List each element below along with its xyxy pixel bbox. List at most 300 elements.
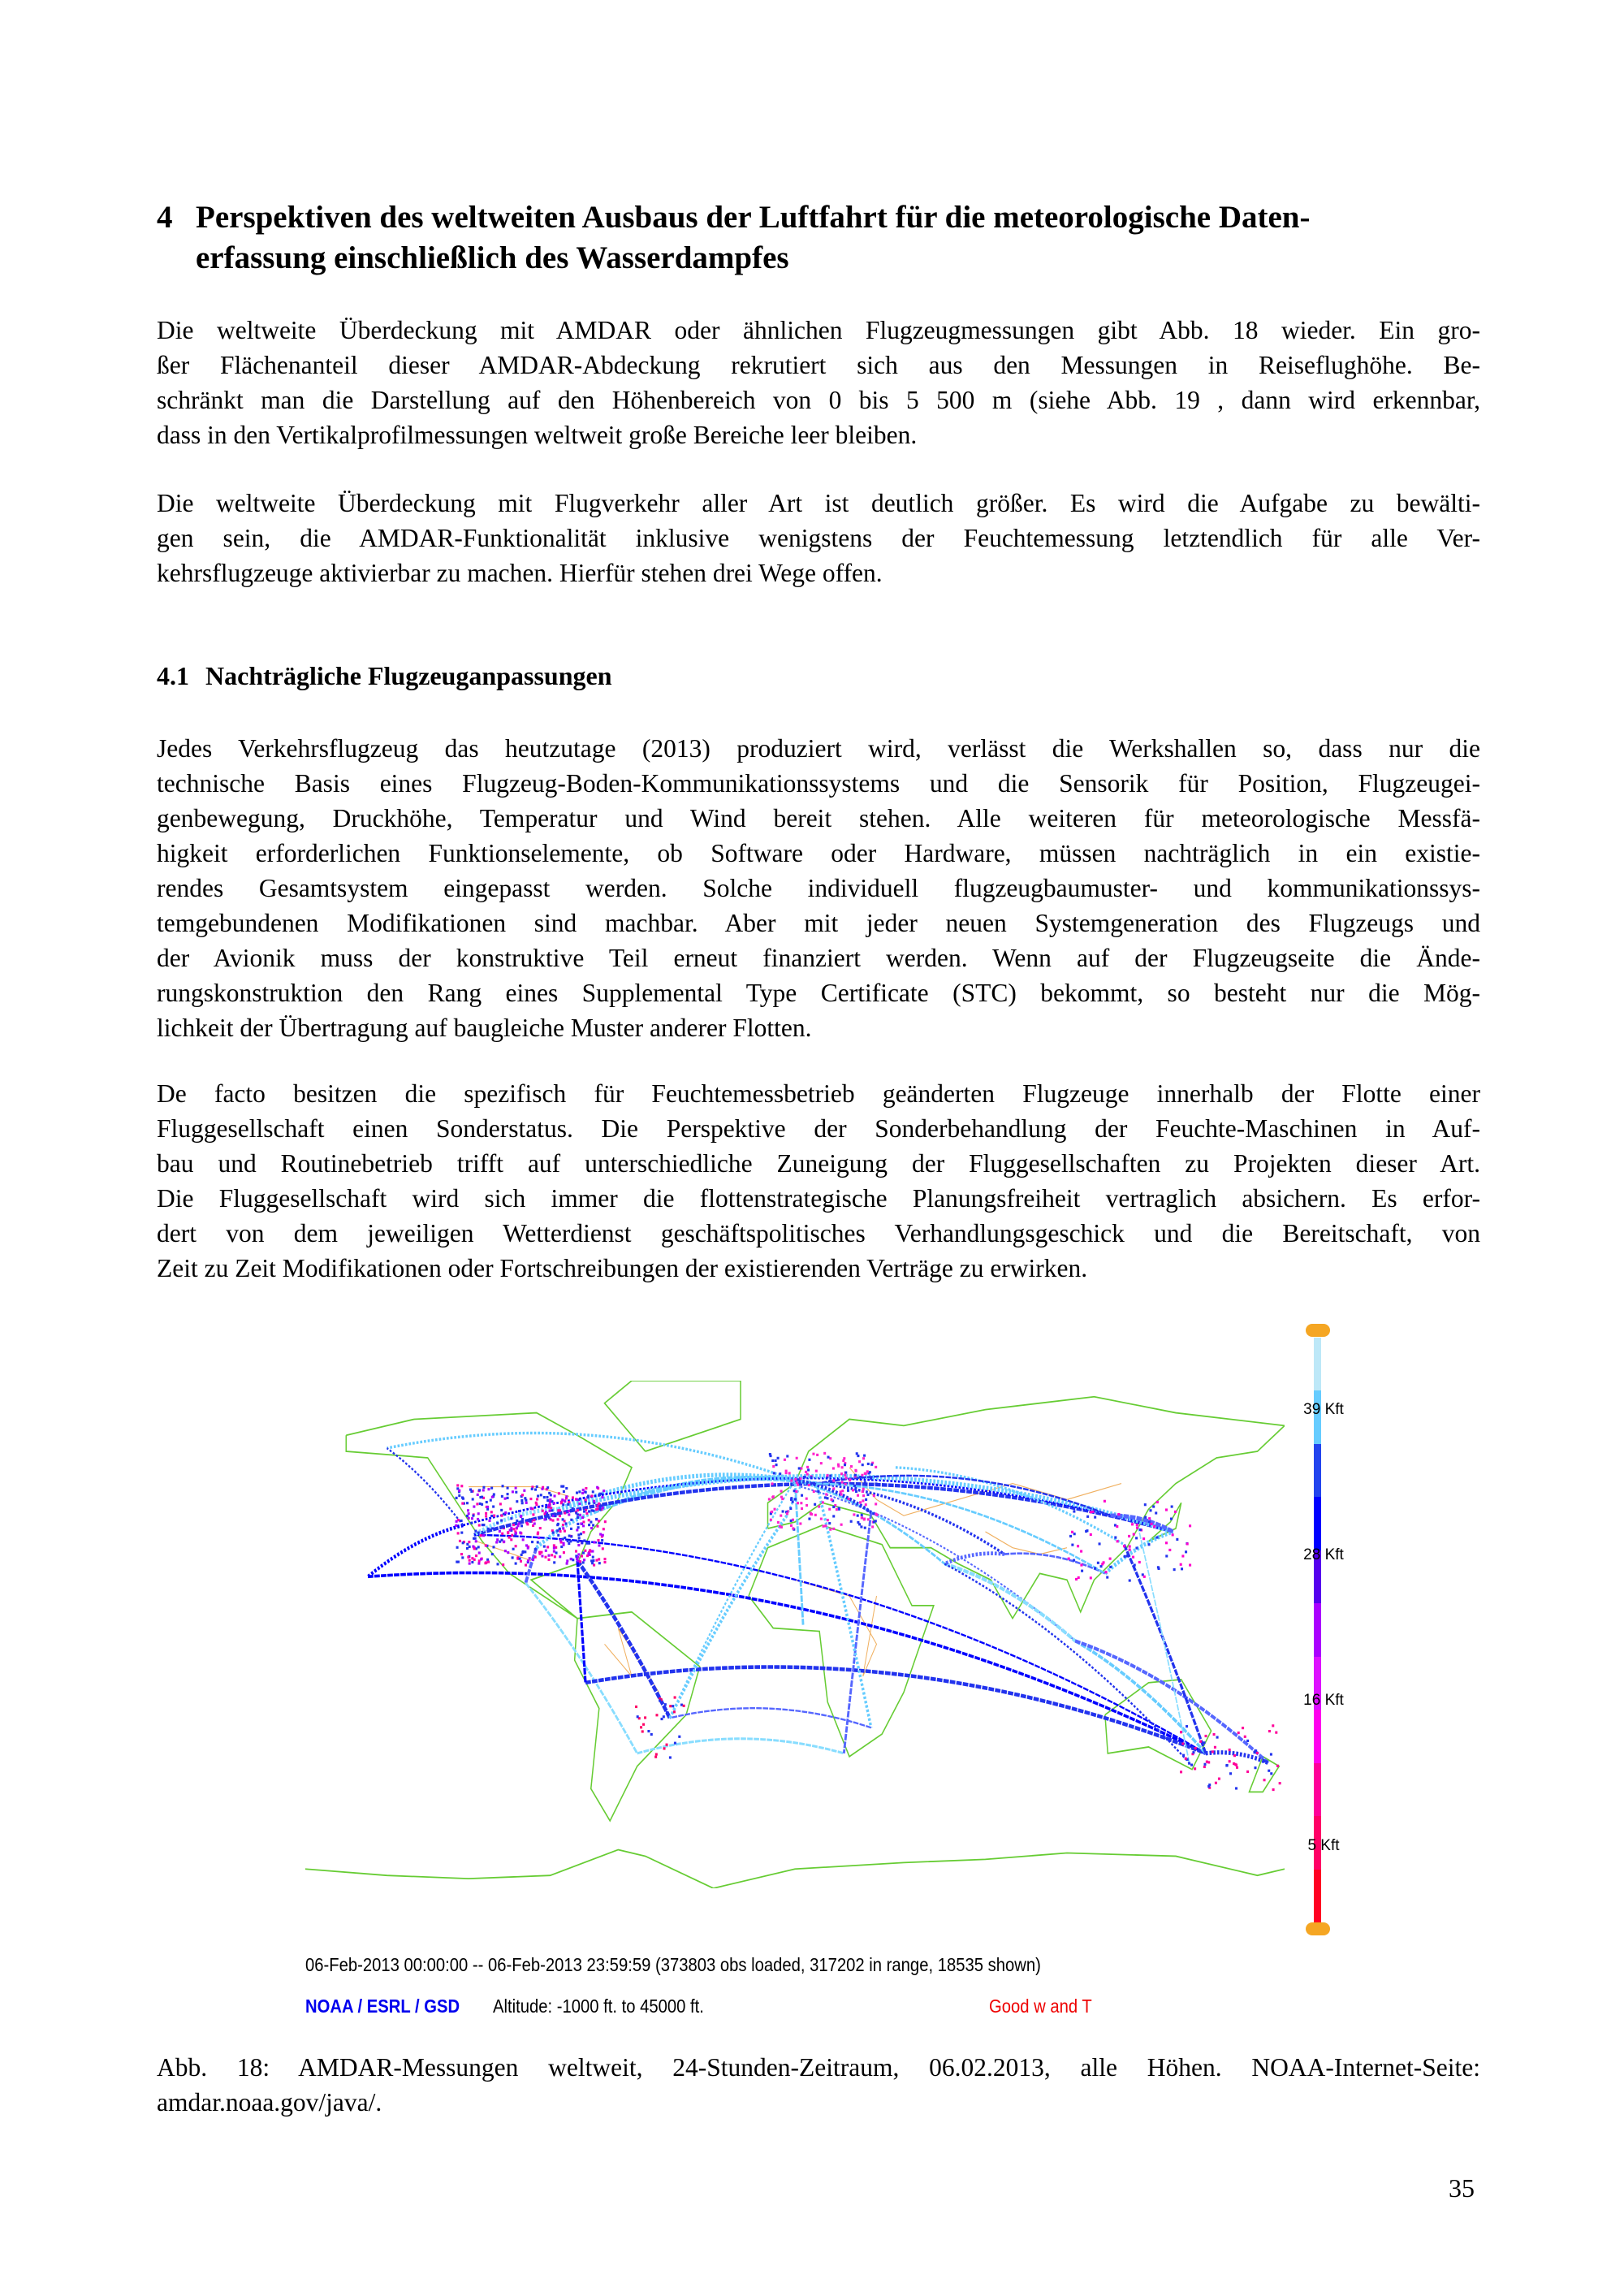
observation-point — [570, 1558, 572, 1560]
section-title-line-1: Perspektiven des weltweiten Ausbaus der Luftfahrt für die meteorologische Daten- — [196, 200, 1311, 235]
observation-point — [828, 1522, 831, 1524]
observation-point — [1073, 1510, 1075, 1512]
observation-point — [642, 1723, 645, 1726]
observation-point — [578, 1490, 581, 1493]
observation-point — [472, 1515, 474, 1517]
observation-point — [806, 1498, 808, 1500]
observation-point — [644, 1716, 646, 1719]
observation-point — [477, 1532, 480, 1534]
page-number: 35 — [1449, 2173, 1475, 2203]
observation-point — [1148, 1517, 1151, 1520]
observation-point — [546, 1496, 548, 1498]
observation-point — [1090, 1533, 1092, 1536]
observation-point — [841, 1481, 844, 1483]
observation-point — [475, 1554, 477, 1557]
observation-point — [599, 1533, 602, 1536]
observation-point — [1116, 1525, 1118, 1528]
observation-point — [790, 1479, 793, 1481]
observation-point — [577, 1556, 579, 1559]
observation-point — [1091, 1511, 1094, 1513]
observation-point — [462, 1541, 464, 1544]
observation-point — [1077, 1545, 1079, 1547]
legend-label: 5 Kft — [1307, 1837, 1340, 1854]
observation-point — [524, 1550, 526, 1553]
observation-point — [468, 1512, 470, 1515]
observation-point — [771, 1482, 774, 1485]
figure-source[interactable]: NOAA / ESRL / GSD — [305, 1995, 460, 2017]
observation-point — [793, 1490, 796, 1492]
observation-point — [1129, 1548, 1131, 1550]
observation-point — [561, 1498, 564, 1501]
text-line: Fluggesellschaft einen Sonderstatus. Die Perspektive der Sonderbehandlung der Feuchte-Maschinen in Auf- — [157, 1114, 1480, 1143]
observation-point — [563, 1490, 565, 1493]
observation-point — [772, 1495, 775, 1498]
observation-point — [575, 1550, 577, 1552]
observation-point — [500, 1519, 503, 1521]
observation-point — [1213, 1733, 1216, 1736]
observation-point — [602, 1507, 604, 1509]
legend-top-handle[interactable] — [1306, 1324, 1330, 1337]
observation-point — [862, 1494, 865, 1497]
observation-point — [861, 1514, 863, 1516]
observation-point — [499, 1503, 502, 1505]
observation-point — [490, 1499, 492, 1502]
observation-point — [1103, 1561, 1105, 1563]
observation-point — [870, 1464, 873, 1466]
observation-point — [555, 1515, 557, 1517]
observation-point — [1235, 1787, 1237, 1789]
observation-point — [472, 1498, 474, 1500]
observation-point — [461, 1556, 464, 1559]
text-line: lichkeit der Übertragung auf baugleiche Muster anderer Flotten. — [157, 1014, 812, 1042]
observation-point — [678, 1736, 680, 1738]
observation-point — [1155, 1511, 1157, 1514]
observation-point — [559, 1515, 561, 1517]
observation-point — [577, 1533, 580, 1536]
observation-point — [827, 1456, 830, 1459]
observation-point — [840, 1490, 842, 1493]
observation-point — [553, 1502, 555, 1504]
observation-point — [565, 1487, 568, 1490]
observation-point — [512, 1556, 514, 1559]
observation-point — [875, 1466, 877, 1468]
observation-point — [845, 1477, 848, 1479]
observation-point — [1235, 1764, 1237, 1766]
observation-point — [1172, 1533, 1174, 1536]
observation-point — [1131, 1523, 1134, 1525]
observation-point — [785, 1470, 788, 1472]
observation-point — [1226, 1764, 1229, 1766]
paragraph-3 — [157, 731, 1480, 1045]
observation-point — [1104, 1500, 1106, 1503]
observation-point — [1165, 1508, 1168, 1511]
observation-point — [673, 1710, 676, 1713]
observation-point — [837, 1465, 840, 1468]
observation-point — [541, 1554, 543, 1557]
observation-point — [801, 1494, 803, 1497]
observation-point — [580, 1533, 582, 1535]
observation-point — [588, 1510, 590, 1512]
observation-point — [548, 1510, 551, 1512]
flight-track — [670, 1516, 787, 1718]
observation-point — [1068, 1558, 1070, 1560]
observation-point — [789, 1507, 792, 1510]
observation-point — [1181, 1567, 1183, 1570]
observation-point — [1165, 1554, 1168, 1557]
observation-point — [466, 1547, 469, 1550]
observation-point — [666, 1744, 668, 1746]
observation-point — [583, 1539, 585, 1541]
observation-point — [515, 1532, 517, 1534]
observation-point — [527, 1559, 529, 1562]
observation-point — [1156, 1536, 1159, 1538]
section-title-line-2: erfassung einschließlich des Wasserdampfes — [196, 240, 789, 275]
observation-point — [814, 1503, 816, 1506]
figure-time-range: 06-Feb-2013 00:00:00 -- 06-Feb-2013 23:59:59 (373803 obs loaded, 317202 in range, 18535 shown) — [305, 1954, 1041, 1975]
observation-point — [666, 1711, 668, 1714]
flight-track — [1206, 1753, 1268, 1763]
observation-point — [1189, 1563, 1191, 1566]
observation-point — [822, 1501, 824, 1503]
observation-point — [556, 1529, 559, 1532]
observation-point — [1094, 1516, 1096, 1519]
observation-point — [492, 1505, 495, 1507]
observation-point — [515, 1491, 517, 1494]
observation-point — [538, 1551, 541, 1554]
observation-point — [486, 1559, 489, 1561]
flight-track — [1138, 1525, 1190, 1763]
observation-point — [512, 1528, 515, 1530]
observation-point — [529, 1507, 532, 1509]
observation-point — [578, 1503, 581, 1505]
observation-point — [480, 1534, 482, 1537]
observation-point — [1203, 1766, 1206, 1768]
observation-point — [862, 1464, 864, 1466]
observation-point — [593, 1500, 595, 1503]
observation-point — [850, 1465, 853, 1468]
observation-point — [537, 1494, 539, 1497]
observation-point — [808, 1518, 810, 1520]
observation-point — [524, 1497, 526, 1499]
observation-point — [1185, 1550, 1187, 1553]
observation-point — [548, 1492, 551, 1494]
observation-point — [576, 1498, 578, 1501]
observation-point — [1270, 1753, 1272, 1755]
observation-point — [1147, 1543, 1150, 1546]
legend-segment — [1314, 1870, 1321, 1923]
legend-segment — [1314, 1710, 1321, 1763]
observation-point — [867, 1518, 870, 1520]
observation-point — [832, 1479, 835, 1481]
observation-point — [487, 1528, 490, 1530]
observation-point — [581, 1492, 584, 1494]
text-line: temgebundenen Modifikationen sind machbar. Aber mit jeder neuen Systemgeneration des Flugzeugs und — [157, 909, 1480, 937]
observation-point — [1212, 1750, 1214, 1753]
observation-point — [595, 1559, 598, 1562]
observation-point — [1229, 1749, 1231, 1751]
observation-point — [796, 1457, 798, 1459]
observation-point — [840, 1524, 843, 1526]
observation-point — [521, 1502, 524, 1504]
border-line — [795, 1580, 877, 1676]
observation-point — [861, 1516, 863, 1519]
observation-point — [1214, 1746, 1216, 1749]
observation-point — [529, 1498, 532, 1500]
text-line: Die weltweite Überdeckung mit AMDAR oder ähnlichen Flugzeugmessungen gibt Abb. 18 wieder. Ein gro- — [157, 316, 1480, 344]
observation-point — [458, 1490, 460, 1492]
observation-point — [816, 1454, 818, 1456]
observation-point — [577, 1523, 579, 1525]
observation-point — [511, 1534, 513, 1537]
observation-point — [499, 1530, 501, 1533]
observation-point — [475, 1540, 477, 1542]
observation-point — [570, 1528, 572, 1530]
observation-point — [825, 1524, 827, 1527]
figure-caption — [157, 2050, 1480, 2120]
observation-point — [507, 1551, 509, 1554]
observation-point — [859, 1476, 862, 1478]
legend-segment — [1314, 1444, 1321, 1498]
observation-point — [525, 1502, 528, 1504]
observation-point — [458, 1494, 460, 1497]
observation-point — [580, 1522, 582, 1524]
legend-segment — [1314, 1338, 1321, 1391]
observation-point — [581, 1554, 583, 1557]
observation-point — [570, 1519, 572, 1521]
observation-point — [1133, 1533, 1135, 1536]
observation-point — [854, 1487, 857, 1490]
observation-point — [1263, 1779, 1266, 1781]
observation-point — [532, 1513, 534, 1516]
observation-point — [1144, 1516, 1147, 1519]
observation-point — [1168, 1549, 1171, 1551]
observation-point — [576, 1491, 578, 1494]
observation-point — [1253, 1751, 1255, 1753]
observation-point — [478, 1524, 481, 1526]
observation-point — [1268, 1730, 1271, 1732]
observation-point — [545, 1511, 547, 1513]
observation-point — [568, 1510, 570, 1512]
observation-point — [545, 1550, 547, 1552]
observation-point — [683, 1705, 685, 1707]
observation-point — [774, 1508, 776, 1511]
observation-point — [579, 1514, 581, 1516]
observation-point — [860, 1525, 862, 1528]
observation-point — [790, 1520, 793, 1522]
observation-point — [1099, 1542, 1101, 1545]
observation-point — [540, 1494, 542, 1496]
figure-filter: Good w and T — [989, 1995, 1092, 2017]
observation-point — [1176, 1538, 1178, 1541]
text-line: higkeit erforderlichen Funktionselemente, ob Software oder Hardware, müssen nachträglich in ein existie- — [157, 839, 1480, 867]
observation-point — [585, 1542, 588, 1545]
observation-point — [875, 1503, 877, 1505]
observation-point — [1136, 1524, 1138, 1526]
observation-point — [486, 1506, 489, 1508]
caption-line: Abb. 18: AMDAR-Messungen weltweit, 24-Stunden-Zeitraum, 06.02.2013, alle Höhen. NOAA-Internet-Seite: — [157, 2053, 1480, 2082]
observation-point — [1090, 1511, 1092, 1513]
observation-point — [839, 1482, 841, 1485]
observation-point — [469, 1562, 471, 1564]
observation-point — [1129, 1579, 1131, 1581]
observation-point — [562, 1518, 564, 1520]
observation-point — [1270, 1772, 1272, 1775]
observation-point — [566, 1562, 568, 1564]
observation-point — [1150, 1509, 1152, 1511]
observation-point — [1126, 1554, 1129, 1557]
observation-point — [1142, 1537, 1145, 1540]
section-number: 4 — [157, 200, 173, 235]
observation-point — [582, 1531, 585, 1533]
observation-point — [773, 1472, 775, 1474]
observation-point — [857, 1521, 859, 1524]
observation-point — [1204, 1763, 1207, 1766]
observation-point — [461, 1503, 464, 1505]
observation-point — [775, 1464, 778, 1466]
observation-point — [1229, 1772, 1232, 1775]
observation-point — [813, 1490, 815, 1493]
observation-point — [795, 1490, 797, 1493]
observation-point — [1275, 1732, 1277, 1734]
observation-point — [777, 1457, 780, 1459]
observation-point — [854, 1474, 857, 1477]
observation-point — [583, 1559, 585, 1561]
observation-point — [588, 1519, 590, 1521]
observation-point — [1185, 1758, 1187, 1760]
observation-point — [536, 1498, 538, 1500]
observation-point — [840, 1472, 843, 1475]
observation-point — [500, 1509, 503, 1511]
observation-point — [1279, 1782, 1281, 1784]
observation-point — [559, 1530, 562, 1533]
observation-point — [808, 1484, 810, 1486]
observation-point — [456, 1520, 458, 1523]
observation-point — [1128, 1535, 1130, 1537]
observation-point — [797, 1478, 800, 1481]
observation-point — [810, 1476, 812, 1478]
observation-point — [521, 1551, 524, 1554]
observation-point — [875, 1514, 878, 1516]
observation-point — [548, 1516, 551, 1519]
flight-track — [801, 1487, 1075, 1641]
observation-point — [496, 1538, 499, 1541]
observation-point — [520, 1554, 523, 1556]
observation-point — [586, 1554, 589, 1557]
observation-point — [547, 1504, 550, 1507]
observation-point — [823, 1525, 825, 1528]
observation-point — [552, 1519, 555, 1521]
observation-point — [1136, 1527, 1138, 1529]
observation-point — [780, 1526, 783, 1529]
flight-track — [577, 1561, 585, 1683]
observation-point — [509, 1529, 512, 1531]
observation-point — [519, 1558, 521, 1560]
observation-point — [1105, 1571, 1108, 1573]
observation-point — [565, 1522, 568, 1524]
observation-point — [1151, 1523, 1153, 1525]
text-line: rungskonstruktion den Rang eines Supplemental Type Certificate (STC) bekommt, so besteht nur die Mög- — [157, 979, 1480, 1007]
observation-point — [545, 1506, 547, 1508]
observation-point — [827, 1519, 829, 1521]
observation-point — [471, 1561, 473, 1563]
observation-point — [598, 1503, 600, 1505]
text-line: dert von dem jeweiligen Wetterdienst geschäftspolitisches Verhandlungsgeschick und die Bereitschaft, von — [157, 1219, 1480, 1247]
observation-point — [825, 1493, 827, 1495]
observation-point — [601, 1539, 603, 1541]
observation-point — [502, 1563, 504, 1566]
observation-point — [585, 1498, 587, 1501]
observation-point — [797, 1502, 799, 1504]
flight-track — [944, 1554, 1004, 1564]
observation-point — [806, 1466, 809, 1468]
observation-point — [491, 1553, 494, 1555]
observation-point — [469, 1489, 472, 1491]
observation-point — [582, 1524, 585, 1527]
observation-point — [588, 1524, 590, 1526]
observation-point — [829, 1529, 831, 1531]
observation-point — [521, 1494, 524, 1496]
observation-point — [1194, 1767, 1196, 1770]
subsection-heading — [157, 661, 611, 691]
observation-point — [565, 1495, 568, 1498]
observation-point — [647, 1730, 650, 1732]
observation-point — [1182, 1754, 1185, 1757]
observation-point — [803, 1476, 806, 1478]
observation-point — [520, 1524, 523, 1527]
observation-point — [600, 1504, 603, 1507]
observation-point — [568, 1513, 570, 1516]
observation-point — [844, 1464, 846, 1466]
observation-point — [635, 1706, 637, 1708]
legend-bottom-handle[interactable] — [1306, 1922, 1330, 1935]
text-line: Jedes Verkehrsflugzeug das heutzutage (2013) produziert wird, verlässt die Werkshallen so, dass nur die — [157, 734, 1480, 763]
observation-point — [771, 1459, 774, 1462]
paragraph-2 — [157, 486, 1480, 590]
observation-point — [848, 1498, 850, 1500]
observation-point — [1109, 1566, 1112, 1568]
observation-point — [597, 1539, 599, 1541]
observation-point — [780, 1515, 782, 1517]
observation-point — [538, 1537, 540, 1539]
observation-point — [520, 1499, 523, 1502]
observation-point — [664, 1703, 667, 1706]
observation-point — [477, 1562, 480, 1564]
observation-point — [1078, 1576, 1080, 1579]
observation-point — [588, 1503, 590, 1505]
observation-point — [1276, 1765, 1279, 1767]
observation-point — [772, 1465, 775, 1468]
observation-point — [577, 1541, 579, 1543]
observation-point — [827, 1474, 829, 1477]
observation-point — [562, 1527, 564, 1529]
observation-point — [590, 1527, 593, 1529]
observation-point — [672, 1705, 674, 1707]
observation-point — [485, 1561, 487, 1563]
observation-point — [562, 1537, 564, 1540]
observation-point — [487, 1561, 490, 1563]
observation-point — [503, 1526, 505, 1529]
observation-point — [592, 1490, 594, 1493]
observation-point — [849, 1479, 851, 1481]
observation-point — [552, 1532, 555, 1534]
observation-point — [557, 1509, 559, 1511]
observation-point — [1135, 1547, 1138, 1550]
observation-point — [562, 1524, 564, 1526]
observation-point — [655, 1714, 658, 1716]
legend-segment — [1314, 1497, 1321, 1550]
observation-point — [782, 1510, 784, 1512]
observation-point — [476, 1503, 478, 1505]
